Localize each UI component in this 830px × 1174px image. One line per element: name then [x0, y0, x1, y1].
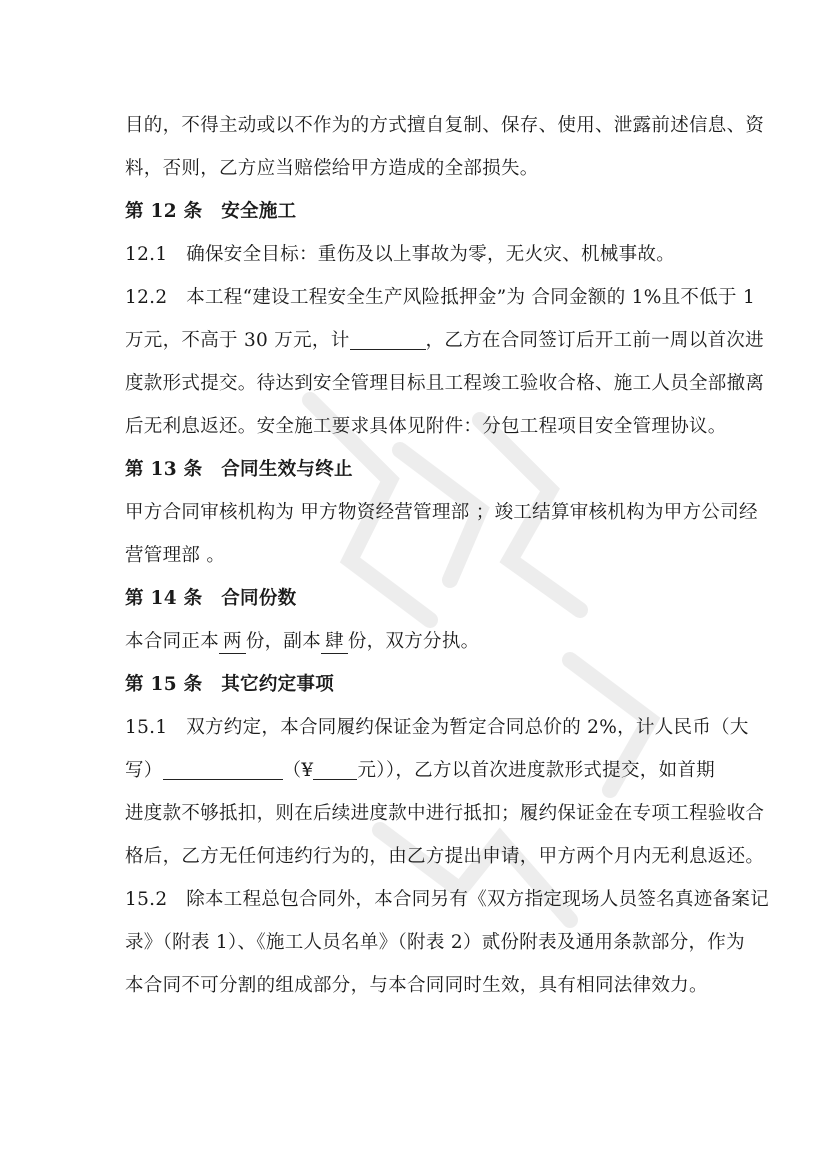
clause-12-2-line2 [125, 328, 764, 354]
clause-15-2: 15.2 除本工程总包合同外，本合同另有《双方指定现场人员签名真迹备案记 [125, 889, 769, 910]
article-13-heading: 第 13 条 合同生效与终止 [125, 459, 353, 480]
text-line: 料，否则，乙方应当赔偿给甲方造成的全部损失。 [125, 158, 539, 179]
text-line: 录》（附表 1）、《施工人员名单》（附表 2）贰份附表及通用条款部分，作为 [125, 932, 745, 953]
clause-12-2: 12.2 本工程“建设工程安全生产风险抵押金”为 合同金额的 1%且不低于 1 [125, 287, 756, 308]
clause-15-1-line2 [125, 758, 715, 784]
text-span: 本合同正本 [125, 631, 220, 652]
copies-line [125, 629, 715, 655]
text-line: 后无利息返还。安全施工要求具体见附件：分包工程项目安全管理协议。 [125, 416, 727, 437]
text-line: 目的，不得主动或以不作为的方式擅自复制、保存、使用、泄露前述信息、资 [125, 115, 765, 136]
article-14-heading: 第 14 条 合同份数 [125, 588, 297, 609]
deposit-amount-blank [350, 329, 426, 350]
clause-15-1: 15.1 双方约定，本合同履约保证金为暂定合同总价的 2%，计人民币（大 [125, 717, 749, 738]
watermark-graphic [250, 360, 750, 960]
amount-in-words-blank [163, 759, 283, 780]
clause-12-1: 12.1 确保安全目标：重伤及以上事故为零，无火灾、机械事故。 [125, 244, 675, 265]
text-span: 写） [125, 760, 163, 781]
text-span: 份，副本 [245, 631, 322, 652]
original-count-fill: 两 [219, 631, 246, 654]
amount-in-figures-blank [313, 759, 357, 780]
text-line: 度款形式提交。待达到安全管理目标且工程竣工验收合格、施工人员全部撤离 [125, 373, 765, 394]
duplicate-count-fill: 肆 [321, 631, 348, 654]
text-line: 进度款不够抵扣，则在后续进度款中进行抵扣；履约保证金在专项工程验收合 [125, 803, 765, 824]
text-line: 营管理部 。 [125, 545, 226, 566]
text-line: 甲方合同审核机构为 甲方物资经营管理部 ；竣工结算审核机构为甲方公司经 [125, 502, 758, 523]
text-line: 格后，乙方无任何违约行为的，由乙方提出申请，甲方两个月内无利息返还。 [125, 846, 765, 867]
text-span: ，乙方在合同签订后开工前一周以首次进 [425, 330, 764, 351]
text-span: 万元，不高于 30 万元，计 [125, 330, 350, 351]
text-line: 本合同不可分割的组成部分，与本合同同时生效，具有相同法律效力。 [125, 975, 708, 996]
text-span: 元）），乙方以首次进度款形式提交，如首期 [357, 760, 715, 781]
text-span: （¥ [282, 760, 314, 781]
article-12-heading: 第 12 条 安全施工 [125, 201, 297, 222]
text-span: 份，双方分执。 [347, 631, 480, 652]
article-15-heading: 第 15 条 其它约定事项 [125, 674, 335, 695]
